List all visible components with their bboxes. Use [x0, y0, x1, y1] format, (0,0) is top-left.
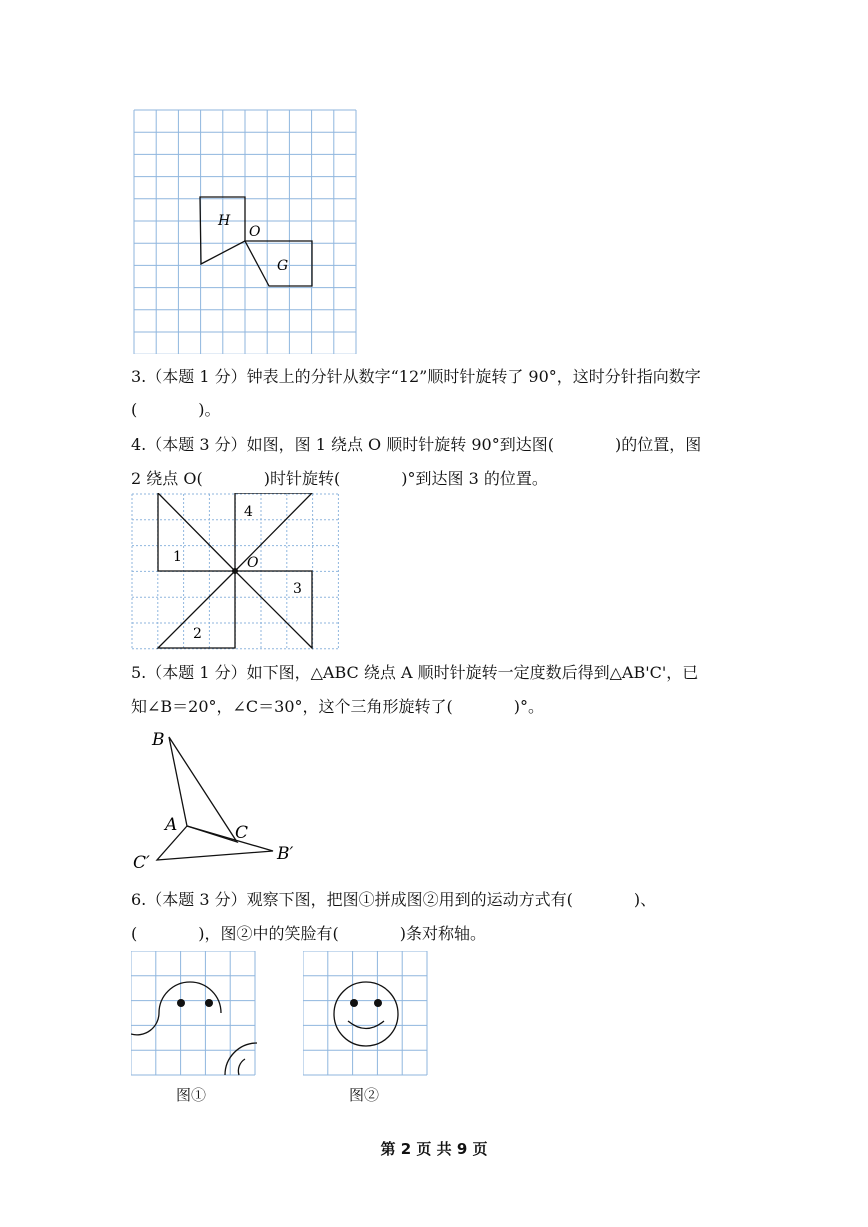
grid-figure-hog: [131, 108, 361, 354]
question-3-line-2: ( )。: [131, 400, 221, 419]
question-5-line-2: 知∠B＝20°，∠C＝30°，这个三角形旋转了( )°。: [131, 697, 545, 716]
left-arc-piece: [131, 1013, 159, 1035]
label-2: 2: [193, 626, 202, 642]
label-h: H: [218, 213, 231, 229]
caption-figure-1: 图①: [176, 1086, 207, 1104]
triangle-figure: [131, 725, 311, 875]
eye-left: [350, 999, 358, 1007]
label-o: O: [247, 555, 259, 571]
figure-2-smiley: [303, 951, 429, 1077]
face-top-arc: [159, 982, 221, 1013]
label-c-prime: C′: [133, 853, 150, 873]
shape-1: [158, 493, 235, 571]
label-o: O: [249, 224, 261, 240]
smile: [348, 1021, 384, 1029]
label-b-prime: B′: [277, 844, 294, 864]
eye-right: [374, 999, 382, 1007]
label-4: 4: [244, 504, 253, 520]
label-c: C: [235, 823, 249, 843]
smile-piece: [238, 1059, 245, 1075]
label-g: G: [277, 258, 289, 274]
question-6-line-1: 6.（本题 3 分）观察下图，把图①拼成图②用到的运动方式有( )、: [131, 890, 657, 909]
label-3: 3: [293, 581, 302, 597]
label-1: 1: [173, 549, 182, 565]
question-4-line-1: 4.（本题 3 分）如图，图 1 绕点 O 顺时针旋转 90°到达图( )的位置，图: [131, 435, 702, 454]
label-b: B: [152, 730, 165, 750]
question-5-line-1: 5.（本题 1 分）如下图，△ABC 绕点 A 顺时针旋转一定度数后得到△AB'C'，已: [131, 663, 699, 682]
question-3-line-1: 3.（本题 1 分）钟表上的分针从数字“12”顺时针旋转了 90°，这时分针指向数字: [131, 367, 701, 386]
grid-figure-pinwheel: [131, 493, 341, 651]
figure-1-pieces: [131, 951, 257, 1077]
triangle-abc: [169, 737, 237, 842]
label-a: A: [165, 815, 178, 835]
caption-figure-2: 图②: [349, 1086, 380, 1104]
question-4-line-2: 2 绕点 O( )时针旋转( )°到达图 3 的位置。: [131, 469, 548, 488]
face-outline: [334, 982, 398, 1046]
point-o: [232, 568, 238, 574]
page-footer: 第 2 页 共 9 页: [380, 1140, 488, 1158]
eye-right: [205, 999, 213, 1007]
eye-left: [177, 999, 185, 1007]
question-6-line-2: ( )，图②中的笑脸有( )条对称轴。: [131, 924, 487, 943]
